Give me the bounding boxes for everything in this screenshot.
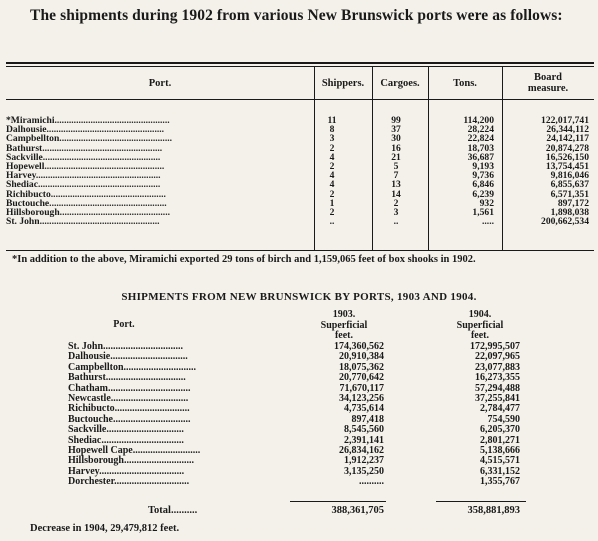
- table1-cell-tons: 9,193: [472, 160, 494, 172]
- table2-cell-port: Sackville...............................: [68, 424, 184, 436]
- table1-cell-cargoes: 13: [391, 179, 401, 191]
- table1-cell-port: Dalhousie.................................................: [6, 124, 165, 136]
- table2-cell-1904: 4,515,571: [480, 455, 520, 467]
- table2-cell-port: Bathurst................................: [68, 372, 186, 384]
- table1-cell-tons: 1,561: [472, 206, 494, 218]
- table2-cell-1904: 5,138,666: [480, 444, 520, 456]
- table2-header-1904-unit2: feet.: [470, 330, 490, 341]
- intro-paragraph: The shipments during 1902 from various New Brunswick ports were as follows:: [30, 7, 563, 24]
- table2-title: SHIPMENTS FROM NEW BRUNSWICK BY PORTS, 1903 AND 1904.: [121, 291, 477, 303]
- table1-cell-shippers: 4: [329, 179, 335, 191]
- table2-row: [68, 425, 548, 435]
- table2-header-1903: [304, 310, 384, 342]
- table1-cell-port: Richibucto................................................: [6, 188, 166, 200]
- table1-cell-shippers: 2: [329, 188, 335, 200]
- table1-cell-tons: .....: [482, 216, 494, 228]
- table2-cell-1903: 20,770,642: [339, 372, 384, 384]
- table1-cell-board-measure: 26,344,112: [546, 124, 589, 136]
- table1-footnote: *In addition to the above, Miramichi exported 29 tons of birch and 1,159,065 feet of box shooks in 1902.: [12, 254, 476, 265]
- table1-cell-port: Hopewell..................................................: [6, 160, 165, 172]
- table2-cell-1904: 172,995,507: [470, 341, 520, 352]
- table2-cell-1903: 897,418: [351, 413, 384, 425]
- table1-cell-board-measure: 200,662,534: [541, 216, 589, 228]
- table1-cell-cargoes: 21: [391, 151, 401, 163]
- table1-cell-port: St. John..................................................: [6, 216, 160, 228]
- table2-cell-1904: 23,077,883: [475, 361, 520, 373]
- table1-cell-port: *Miramichi................................................: [6, 115, 170, 126]
- table2-total-label: Total..........: [148, 505, 198, 516]
- table1-cell-port: Harvey....................................................: [6, 170, 161, 182]
- table1-cell-tons: 9,736: [472, 170, 494, 182]
- table2-cell-port: Dalhousie...............................: [68, 351, 188, 363]
- table1-cell-shippers: 2: [329, 142, 335, 154]
- table1-cell-cargoes: 2: [393, 197, 399, 209]
- table2-cell-port: Hopewell Cape...........................: [68, 444, 201, 456]
- table1-cell-cargoes: 37: [391, 124, 401, 136]
- table2-cell-1903: 4,735,614: [344, 403, 384, 415]
- table2-cell-port: Newcastle...............................: [68, 392, 189, 404]
- table1-cell-tons: 36,687: [467, 151, 494, 163]
- table1-top-rule-thin: [6, 66, 594, 67]
- table2-cell-port: Dorchester..............................: [68, 476, 190, 488]
- table1-cell-cargoes: 7: [393, 170, 399, 182]
- table2-cell-1903: 34,123,256: [339, 392, 384, 404]
- table1-header-port: Port.: [148, 78, 172, 89]
- table1-cell-tons: 28,224: [467, 124, 494, 136]
- table2-cell-1904: 57,294,488: [475, 382, 520, 394]
- table1-cell-board-measure: 897,172: [557, 197, 589, 209]
- table1-cell-cargoes: 16: [391, 142, 401, 154]
- table2-cell-port: Richibucto..............................: [68, 403, 190, 415]
- table1-cell-port: Shediac...................................................: [6, 179, 161, 191]
- table1-cell-cargoes: ..: [393, 216, 399, 228]
- table1-cell-port: Buctouche.................................................: [6, 197, 167, 209]
- table1-cell-cargoes: 3: [393, 206, 399, 218]
- table2-cell-port: Campbellton.............................: [68, 361, 197, 373]
- table2-header-1903-unit1: Superficial: [320, 319, 368, 331]
- table1-cell-shippers: 3: [329, 133, 335, 145]
- table2-header-1904-unit1: Superficial: [456, 319, 504, 331]
- table2-header-1904: [440, 310, 520, 342]
- table2-cell-1903: 2,391,141: [344, 434, 384, 446]
- table1-cell-shippers: 2: [329, 206, 335, 218]
- table2-body: [68, 342, 548, 487]
- table1-cell-shippers: 4: [329, 170, 335, 182]
- table1-row: [6, 217, 594, 226]
- table2-cell-1903: 8,545,560: [344, 424, 384, 436]
- table2-cell-port: Shediac.................................: [68, 434, 184, 446]
- table1-cell-board-measure: 20,874,278: [545, 142, 589, 154]
- table2-cell-1904: 6,205,370: [480, 424, 520, 436]
- table2-cell-1904: 6,331,152: [480, 465, 520, 477]
- table2-cell-1903: 3,135,250: [344, 465, 384, 477]
- table1-top-rule: [6, 62, 594, 64]
- table1-header-shippers: Shippers.: [321, 78, 365, 89]
- table2-cell-1903: 26,834,162: [339, 444, 384, 456]
- table1-cell-board-measure: 6,571,351: [550, 188, 589, 200]
- table2-cell-port: Buctouche...............................: [68, 413, 191, 425]
- table2-header-1903-unit2: feet.: [334, 330, 354, 341]
- table2-cell-1904: 2,784,477: [480, 403, 520, 415]
- table2-cell-port: Hillsborough............................: [68, 455, 194, 467]
- table1-cell-port: Sackville.................................................: [6, 151, 161, 163]
- table2-cell-1903: 20,910,384: [339, 351, 384, 363]
- table2-cell-1904: 754,590: [487, 413, 520, 425]
- table1-header-rule: [6, 99, 594, 100]
- table1-cell-port: Campbellton...............................................: [6, 133, 173, 145]
- decrease-note: Decrease in 1904, 29,479,812 feet.: [30, 523, 180, 534]
- table2-cell-1903: 18,075,362: [339, 361, 384, 373]
- table1-cell-board-measure: 13,754,451: [545, 160, 589, 172]
- table2-cell-1903: 71,670,117: [339, 382, 384, 394]
- table2-cell-1904: 16,273,355: [475, 372, 520, 384]
- table2-cell-1903: ..........: [359, 476, 384, 488]
- table2-header-port: Port.: [113, 319, 135, 330]
- table1-header-tons: Tons.: [453, 78, 477, 89]
- table2-total-row: [68, 505, 548, 517]
- table1-cell-shippers: 1: [329, 197, 335, 209]
- total-label-text: Total: [148, 505, 171, 516]
- table1-cell-tons: 6,846: [472, 179, 494, 191]
- table1-cell-board-measure: 16,526,150: [545, 151, 589, 163]
- table1-cell-board-measure: 1,898,038: [550, 206, 589, 218]
- table1-cell-shippers: ..: [329, 216, 335, 228]
- table2-header-1903-year: 1903.: [332, 309, 356, 320]
- table2-cell-1903: 1,912,237: [344, 455, 384, 467]
- table2-row: [68, 373, 548, 383]
- table1-cell-shippers: 4: [329, 151, 335, 163]
- table1-cell-board-measure: 122,017,741: [541, 115, 589, 126]
- table2-cell-1903: 174,360,562: [334, 341, 384, 352]
- board-measure-header-line: Board: [533, 72, 562, 83]
- table1-cell-cargoes: 14: [391, 188, 401, 200]
- table2-cell-port: Chatham.................................: [68, 382, 191, 394]
- table2-total-rule-1903: [290, 501, 386, 502]
- table1-cell-shippers: 8: [329, 124, 335, 136]
- table2-row: [68, 477, 548, 487]
- table1-cell-tons: 22,824: [467, 133, 494, 145]
- table1-body: [6, 116, 594, 226]
- table1-cell-cargoes: 5: [393, 160, 399, 172]
- board-measure-header-line: measure.: [527, 83, 569, 94]
- table2-cell-1904: 37,255,841: [475, 392, 520, 404]
- table1-cell-port: Bathurst..................................................: [6, 142, 163, 154]
- table2-header-1904-year: 1904.: [468, 309, 492, 320]
- table1-cell-cargoes: 99: [391, 115, 401, 126]
- table1-cell-tons: 114,200: [463, 115, 494, 126]
- table1-header-cargoes: Cargoes.: [380, 78, 420, 89]
- table2-cell-port: Harvey..................................: [68, 465, 185, 477]
- table1-cell-tons: 6,239: [472, 188, 494, 200]
- table2-cell-port: St. John................................: [68, 341, 184, 352]
- table1-cell-board-measure: 9,816,046: [550, 170, 589, 182]
- table1-header-board-measure: [512, 72, 584, 94]
- table1-cell-port: Hillsborough..............................................: [6, 206, 171, 218]
- table2-total-1904: 358,881,893: [467, 505, 520, 516]
- table2-cell-1904: 1,355,767: [480, 476, 520, 488]
- table1-cell-shippers: 11: [327, 115, 337, 126]
- table1-cell-tons: 932: [479, 197, 494, 209]
- table2-total-rule-1904: [436, 501, 526, 502]
- table1-cell-cargoes: 30: [391, 133, 401, 145]
- table1-cell-shippers: 2: [329, 160, 335, 172]
- table1-cell-tons: 18,703: [467, 142, 494, 154]
- table1-cell-board-measure: 24,142,117: [546, 133, 589, 145]
- table1-cell-board-measure: 6,855,637: [550, 179, 589, 191]
- table2-cell-1904: 22,097,965: [475, 351, 520, 363]
- table2-total-1903: 388,361,705: [331, 505, 384, 516]
- table1-bottom-rule: [6, 250, 594, 251]
- table2-cell-1904: 2,801,271: [480, 434, 520, 446]
